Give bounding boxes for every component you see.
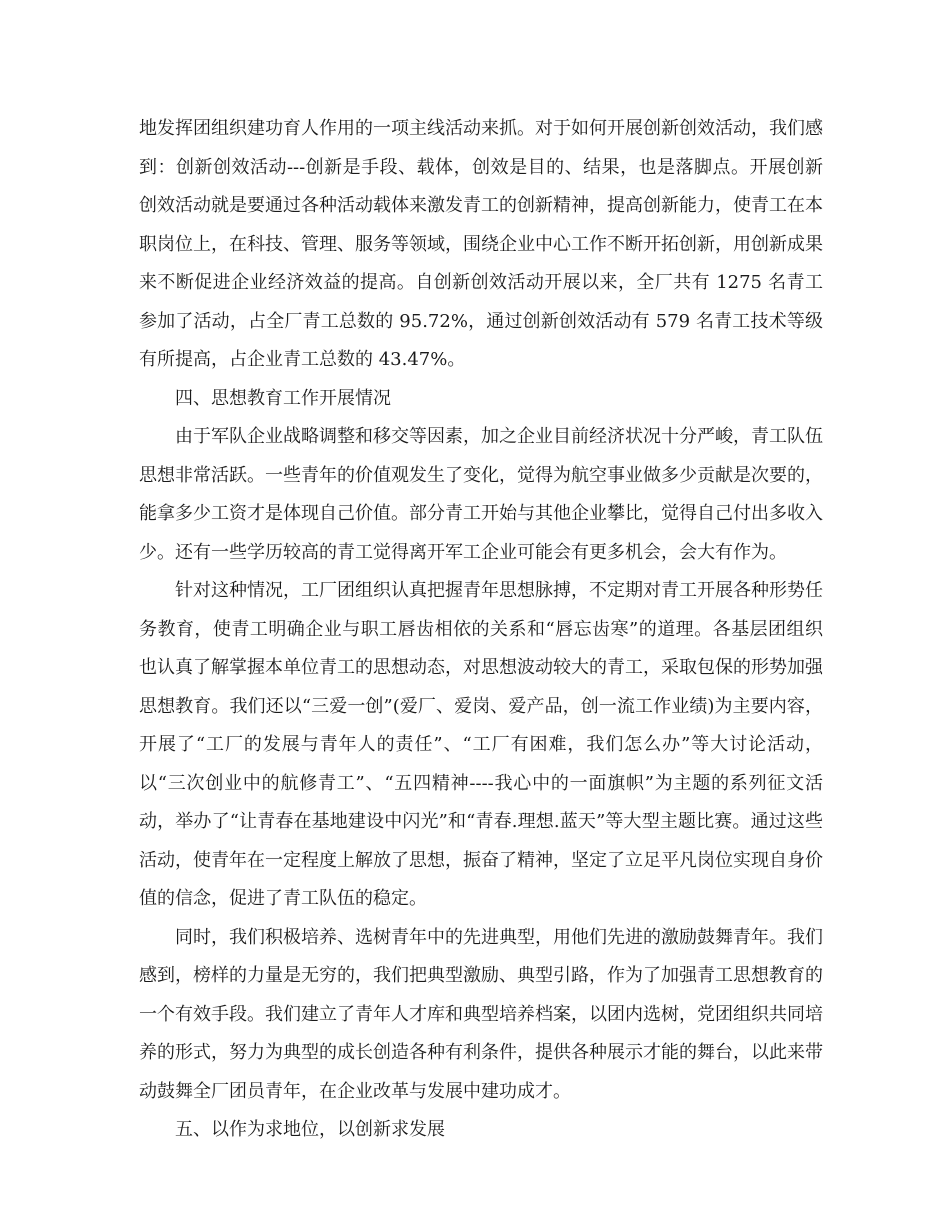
paragraph-role-models: 同时，我们积极培养、选树青年中的先进典型，用他们先进的激励鼓舞青年。我们感到，榜样的力量是无穷的，我们把典型激励、典型引路，作为了加强青工思想教育的一个有效手段。我们建立了青年人才库和典型培养档案，以团内选树，党团组织共同培养的形式，努力为典型的成长创造各种有利条件，提供各种展示才能的舞台，以此来带动鼓舞全厂团员青年，在企业改革与发展中建功成才。 — [139, 926, 823, 1102]
document-body — [139, 110, 823, 1150]
section-heading-ideological-education: 四、思想教育工作开展情况 — [139, 387, 391, 409]
section-heading-innovation-development: 五、以作为求地位，以创新求发展 — [139, 1119, 445, 1140]
paragraph-youth-thinking: 由于军队企业战略调整和移交等因素，加之企业目前经济状况十分严峻，青工队伍思想非常活跃。一些青年的价值观发生了变化，觉得为航空事业做多少贡献是次要的，能拿多少工资才是体现自己价值。部分青工开始与其他企业攀比，觉得自己付出多收入少。还有一些学历较高的青工觉得离开军工企业可能会有更多机会，会大有作为。 — [139, 426, 823, 563]
paragraph-education-activities: 针对这种情况，工厂团组织认真把握青年思想脉搏，不定期对青工开展各种形势任务教育，使青工明确企业与职工唇齿相依的关系和“唇忘齿寒”的道理。各基层团组织也认真了解掌握本单位青工的思想动态，对思想波动较大的青工，采取包保的形势加强思想教育。我们还以“三爱一创”(爱厂、爱岗、爱产品，创一流工作业绩)为主要内容，开展了“工厂的发展与青年人的责任”、“工厂有困难，我们怎么办”等大讨论活动，以“三次创业中的航修青工”、“五四精神----我心中的一面旗帜”为主题的系列征文活动，举办了“让青春在基地建设中闪光”和“青春.理想.蓝天”等大型主题比赛。通过这些活动，使青年在一定程度上解放了思想，振奋了精神，坚定了立足平凡岗位实现自身价值的信念，促进了青工队伍的稳定。 — [139, 580, 823, 909]
paragraph-innovation-results: 地发挥团组织建功育人作用的一项主线活动来抓。对于如何开展创新创效活动，我们感到：创新创效活动---创新是手段、载体，创效是目的、结果，也是落脚点。开展创新创效活动就是要通过各种活动载体来激发青工的创新精神，提高创新能力，使青工在本职岗位上，在科技、管理、服务等领域，围绕企业中心工作不断开拓创新，用创新成果来不断促进企业经济效益的提高。自创新创效活动开展以来，全厂共有 1275 名青工参加了活动，占全厂青工总数的 95.72%，通过创新创效活动有 579 名青工技术等级有所提高，占企业青工总数的 43.47%。 — [139, 118, 823, 370]
